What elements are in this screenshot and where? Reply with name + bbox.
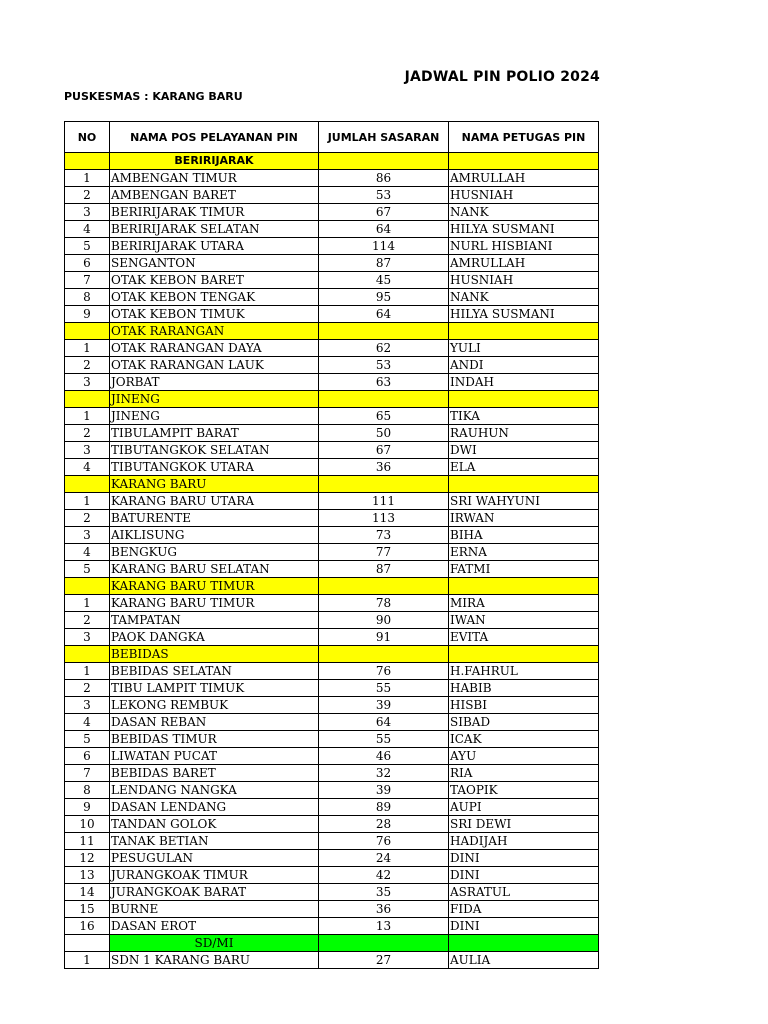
group-petugas-cell [449, 153, 599, 170]
table-row [65, 544, 599, 561]
row-no-cell: 9 [65, 306, 110, 323]
petugas-name-cell: DINI [449, 867, 599, 884]
group-name-cell: BEBIDAS [110, 646, 319, 663]
row-no-cell: 3 [65, 442, 110, 459]
row-no-cell: 3 [65, 374, 110, 391]
petugas-name-cell: SIBAD [449, 714, 599, 731]
pos-name-cell: TIBULAMPIT BARAT [110, 425, 319, 442]
header-nama-petugas: NAMA PETUGAS PIN [449, 122, 599, 153]
pos-name-cell: LENDANG NANGKA [110, 782, 319, 799]
jumlah-sasaran-cell: 55 [319, 680, 449, 697]
jumlah-sasaran-cell: 53 [319, 187, 449, 204]
jumlah-sasaran-cell: 78 [319, 595, 449, 612]
jumlah-sasaran-cell: 91 [319, 629, 449, 646]
group-jumlah-cell [319, 153, 449, 170]
group-jumlah-cell [319, 935, 449, 952]
petugas-name-cell: HADIJAH [449, 833, 599, 850]
row-no-cell: 6 [65, 255, 110, 272]
table-row [65, 867, 599, 884]
row-no-cell: 3 [65, 629, 110, 646]
pos-name-cell: BEBIDAS TIMUR [110, 731, 319, 748]
jumlah-sasaran-cell: 50 [319, 425, 449, 442]
table-row [65, 697, 599, 714]
table-row [65, 714, 599, 731]
table-row [65, 510, 599, 527]
petugas-name-cell: NANK [449, 204, 599, 221]
jumlah-sasaran-cell: 90 [319, 612, 449, 629]
table-row [65, 459, 599, 476]
petugas-name-cell: DINI [449, 918, 599, 935]
petugas-name-cell: IWAN [449, 612, 599, 629]
petugas-name-cell: FIDA [449, 901, 599, 918]
jumlah-sasaran-cell: 13 [319, 918, 449, 935]
table-row [65, 782, 599, 799]
table-row [65, 680, 599, 697]
table-row [65, 816, 599, 833]
row-no-cell: 1 [65, 952, 110, 969]
group-petugas-cell [449, 646, 599, 663]
jumlah-sasaran-cell: 87 [319, 561, 449, 578]
row-no-cell: 9 [65, 799, 110, 816]
petugas-name-cell: MIRA [449, 595, 599, 612]
petugas-name-cell: TIKA [449, 408, 599, 425]
petugas-name-cell: DWI [449, 442, 599, 459]
pos-name-cell: TANAK BETIAN [110, 833, 319, 850]
jumlah-sasaran-cell: 73 [319, 527, 449, 544]
row-no-cell: 5 [65, 238, 110, 255]
group-header-row [65, 391, 599, 408]
jumlah-sasaran-cell: 35 [319, 884, 449, 901]
jumlah-sasaran-cell: 27 [319, 952, 449, 969]
table-row [65, 765, 599, 782]
petugas-name-cell: NURL HISBIANI [449, 238, 599, 255]
row-no-cell: 1 [65, 595, 110, 612]
jumlah-sasaran-cell: 42 [319, 867, 449, 884]
pos-name-cell: TIBU LAMPIT TIMUK [110, 680, 319, 697]
pos-name-cell: DASAN REBAN [110, 714, 319, 731]
petugas-name-cell: AUPI [449, 799, 599, 816]
row-no-cell: 8 [65, 289, 110, 306]
jumlah-sasaran-cell: 87 [319, 255, 449, 272]
group-no-cell [65, 646, 110, 663]
table-row [65, 884, 599, 901]
header-nama-pos: NAMA POS PELAYANAN PIN [110, 122, 319, 153]
group-name-cell: BERIRIJARAK [110, 153, 319, 170]
table-row [65, 187, 599, 204]
row-no-cell: 13 [65, 867, 110, 884]
petugas-name-cell: ASRATUL [449, 884, 599, 901]
row-no-cell: 2 [65, 680, 110, 697]
group-petugas-cell [449, 391, 599, 408]
row-no-cell: 15 [65, 901, 110, 918]
petugas-name-cell: YULI [449, 340, 599, 357]
jumlah-sasaran-cell: 64 [319, 714, 449, 731]
jumlah-sasaran-cell: 45 [319, 272, 449, 289]
pos-name-cell: TAMPATAN [110, 612, 319, 629]
row-no-cell: 3 [65, 697, 110, 714]
pos-name-cell: BATURENTE [110, 510, 319, 527]
petugas-name-cell: FATMI [449, 561, 599, 578]
jumlah-sasaran-cell: 76 [319, 663, 449, 680]
petugas-name-cell: HILYA SUSMANI [449, 221, 599, 238]
group-name-cell: OTAK RARANGAN [110, 323, 319, 340]
table-row [65, 408, 599, 425]
petugas-name-cell: HISBI [449, 697, 599, 714]
pos-name-cell: LIWATAN PUCAT [110, 748, 319, 765]
group-petugas-cell [449, 578, 599, 595]
jumlah-sasaran-cell: 67 [319, 442, 449, 459]
pos-name-cell: TIBUTANGKOK SELATAN [110, 442, 319, 459]
table-row [65, 255, 599, 272]
jumlah-sasaran-cell: 46 [319, 748, 449, 765]
jumlah-sasaran-cell: 55 [319, 731, 449, 748]
petugas-name-cell: TAOPIK [449, 782, 599, 799]
group-jumlah-cell [319, 578, 449, 595]
table-row [65, 799, 599, 816]
pos-name-cell: AMBENGAN TIMUR [110, 170, 319, 187]
petugas-name-cell: ICAK [449, 731, 599, 748]
jumlah-sasaran-cell: 32 [319, 765, 449, 782]
petugas-name-cell: ELA [449, 459, 599, 476]
table-row [65, 663, 599, 680]
jumlah-sasaran-cell: 39 [319, 782, 449, 799]
petugas-name-cell: AMRULLAH [449, 170, 599, 187]
petugas-name-cell: SRI DEWI [449, 816, 599, 833]
table-row [65, 238, 599, 255]
group-jumlah-cell [319, 646, 449, 663]
schedule-body [65, 153, 599, 969]
table-row [65, 221, 599, 238]
pos-name-cell: BERIRIJARAK SELATAN [110, 221, 319, 238]
table-row [65, 595, 599, 612]
pos-name-cell: BENGKUG [110, 544, 319, 561]
group-petugas-cell [449, 476, 599, 493]
table-row [65, 306, 599, 323]
schedule-table [64, 121, 599, 969]
table-row [65, 731, 599, 748]
jumlah-sasaran-cell: 113 [319, 510, 449, 527]
row-no-cell: 2 [65, 425, 110, 442]
table-row [65, 527, 599, 544]
row-no-cell: 5 [65, 731, 110, 748]
jumlah-sasaran-cell: 24 [319, 850, 449, 867]
pos-name-cell: BEBIDAS BARET [110, 765, 319, 782]
row-no-cell: 1 [65, 493, 110, 510]
row-no-cell: 1 [65, 663, 110, 680]
group-no-cell [65, 323, 110, 340]
pos-name-cell: DASAN EROT [110, 918, 319, 935]
pos-name-cell: LEKONG REMBUK [110, 697, 319, 714]
jumlah-sasaran-cell: 77 [319, 544, 449, 561]
petugas-name-cell: AYU [449, 748, 599, 765]
group-header-row [65, 323, 599, 340]
table-row [65, 442, 599, 459]
jumlah-sasaran-cell: 36 [319, 901, 449, 918]
jumlah-sasaran-cell: 111 [319, 493, 449, 510]
petugas-name-cell: AMRULLAH [449, 255, 599, 272]
row-no-cell: 1 [65, 340, 110, 357]
group-jumlah-cell [319, 476, 449, 493]
table-row [65, 374, 599, 391]
pos-name-cell: KARANG BARU TIMUR [110, 595, 319, 612]
document-title: JADWAL PIN POLIO 2024 [404, 69, 600, 85]
jumlah-sasaran-cell: 28 [319, 816, 449, 833]
petugas-name-cell: HABIB [449, 680, 599, 697]
header-no: NO [65, 122, 110, 153]
group-no-cell [65, 578, 110, 595]
pos-name-cell: JURANGKOAK TIMUR [110, 867, 319, 884]
table-row [65, 629, 599, 646]
petugas-name-cell: IRWAN [449, 510, 599, 527]
group-no-cell [65, 476, 110, 493]
row-no-cell: 10 [65, 816, 110, 833]
table-row [65, 170, 599, 187]
jumlah-sasaran-cell: 114 [319, 238, 449, 255]
group-name-cell: KARANG BARU [110, 476, 319, 493]
pos-name-cell: BERIRIJARAK UTARA [110, 238, 319, 255]
row-no-cell: 16 [65, 918, 110, 935]
row-no-cell: 2 [65, 187, 110, 204]
row-no-cell: 6 [65, 748, 110, 765]
petugas-name-cell: HUSNIAH [449, 187, 599, 204]
table-row [65, 850, 599, 867]
row-no-cell: 11 [65, 833, 110, 850]
group-name-cell: KARANG BARU TIMUR [110, 578, 319, 595]
row-no-cell: 2 [65, 357, 110, 374]
group-no-cell [65, 153, 110, 170]
petugas-name-cell: H.FAHRUL [449, 663, 599, 680]
table-row [65, 425, 599, 442]
table-row [65, 561, 599, 578]
jumlah-sasaran-cell: 64 [319, 306, 449, 323]
row-no-cell: 2 [65, 510, 110, 527]
group-header-row [65, 578, 599, 595]
group-header-row [65, 153, 599, 170]
jumlah-sasaran-cell: 67 [319, 204, 449, 221]
pos-name-cell: JURANGKOAK BARAT [110, 884, 319, 901]
header-jumlah-sasaran: JUMLAH SASARAN [319, 122, 449, 153]
table-row [65, 612, 599, 629]
group-header-row [65, 476, 599, 493]
petugas-name-cell: RIA [449, 765, 599, 782]
table-row [65, 493, 599, 510]
row-no-cell: 4 [65, 459, 110, 476]
pos-name-cell: OTAK KEBON TENGAK [110, 289, 319, 306]
petugas-name-cell: NANK [449, 289, 599, 306]
jumlah-sasaran-cell: 53 [319, 357, 449, 374]
jumlah-sasaran-cell: 95 [319, 289, 449, 306]
pos-name-cell: BEBIDAS SELATAN [110, 663, 319, 680]
row-no-cell: 3 [65, 204, 110, 221]
group-jumlah-cell [319, 391, 449, 408]
jumlah-sasaran-cell: 76 [319, 833, 449, 850]
group-petugas-cell [449, 935, 599, 952]
jumlah-sasaran-cell: 86 [319, 170, 449, 187]
pos-name-cell: AIKLISUNG [110, 527, 319, 544]
petugas-name-cell: DINI [449, 850, 599, 867]
petugas-name-cell: HUSNIAH [449, 272, 599, 289]
table-header-row [65, 122, 599, 153]
table-row [65, 204, 599, 221]
pos-name-cell: SENGANTON [110, 255, 319, 272]
pos-name-cell: OTAK RARANGAN DAYA [110, 340, 319, 357]
group-jumlah-cell [319, 323, 449, 340]
pos-name-cell: TIBUTANGKOK UTARA [110, 459, 319, 476]
row-no-cell: 7 [65, 272, 110, 289]
petugas-name-cell: RAUHUN [449, 425, 599, 442]
pos-name-cell: KARANG BARU UTARA [110, 493, 319, 510]
jumlah-sasaran-cell: 36 [319, 459, 449, 476]
group-name-cell: SD/MI [110, 935, 319, 952]
row-no-cell: 14 [65, 884, 110, 901]
table-row [65, 272, 599, 289]
table-row [65, 833, 599, 850]
row-no-cell: 4 [65, 221, 110, 238]
group-petugas-cell [449, 323, 599, 340]
group-header-row [65, 935, 599, 952]
jumlah-sasaran-cell: 65 [319, 408, 449, 425]
petugas-name-cell: SRI WAHYUNI [449, 493, 599, 510]
row-no-cell: 5 [65, 561, 110, 578]
pos-name-cell: PAOK DANGKA [110, 629, 319, 646]
table-row [65, 901, 599, 918]
pos-name-cell: PESUGULAN [110, 850, 319, 867]
table-row [65, 952, 599, 969]
pos-name-cell: SDN 1 KARANG BARU [110, 952, 319, 969]
row-no-cell: 3 [65, 527, 110, 544]
petugas-name-cell: INDAH [449, 374, 599, 391]
petugas-name-cell: HILYA SUSMANI [449, 306, 599, 323]
pos-name-cell: AMBENGAN BARET [110, 187, 319, 204]
petugas-name-cell: ANDI [449, 357, 599, 374]
pos-name-cell: OTAK KEBON BARET [110, 272, 319, 289]
group-no-cell [65, 935, 110, 952]
jumlah-sasaran-cell: 39 [319, 697, 449, 714]
jumlah-sasaran-cell: 63 [319, 374, 449, 391]
pos-name-cell: JINENG [110, 408, 319, 425]
petugas-name-cell: EVITA [449, 629, 599, 646]
row-no-cell: 7 [65, 765, 110, 782]
pos-name-cell: TANDAN GOLOK [110, 816, 319, 833]
petugas-name-cell: ERNA [449, 544, 599, 561]
row-no-cell: 1 [65, 170, 110, 187]
group-no-cell [65, 391, 110, 408]
group-name-cell: JINENG [110, 391, 319, 408]
table-row [65, 289, 599, 306]
pos-name-cell: JORBAT [110, 374, 319, 391]
jumlah-sasaran-cell: 64 [319, 221, 449, 238]
pos-name-cell: OTAK RARANGAN LAUK [110, 357, 319, 374]
table-row [65, 918, 599, 935]
jumlah-sasaran-cell: 89 [319, 799, 449, 816]
table-row [65, 357, 599, 374]
table-row [65, 340, 599, 357]
pos-name-cell: BURNE [110, 901, 319, 918]
row-no-cell: 4 [65, 714, 110, 731]
row-no-cell: 1 [65, 408, 110, 425]
pos-name-cell: KARANG BARU SELATAN [110, 561, 319, 578]
group-header-row [65, 646, 599, 663]
pos-name-cell: DASAN LENDANG [110, 799, 319, 816]
row-no-cell: 12 [65, 850, 110, 867]
table-row [65, 748, 599, 765]
pos-name-cell: OTAK KEBON TIMUK [110, 306, 319, 323]
row-no-cell: 4 [65, 544, 110, 561]
pos-name-cell: BERIRIJARAK TIMUR [110, 204, 319, 221]
row-no-cell: 2 [65, 612, 110, 629]
petugas-name-cell: AULIA [449, 952, 599, 969]
puskesmas-label: PUSKESMAS : KARANG BARU [64, 90, 243, 103]
row-no-cell: 8 [65, 782, 110, 799]
petugas-name-cell: BIHA [449, 527, 599, 544]
jumlah-sasaran-cell: 62 [319, 340, 449, 357]
